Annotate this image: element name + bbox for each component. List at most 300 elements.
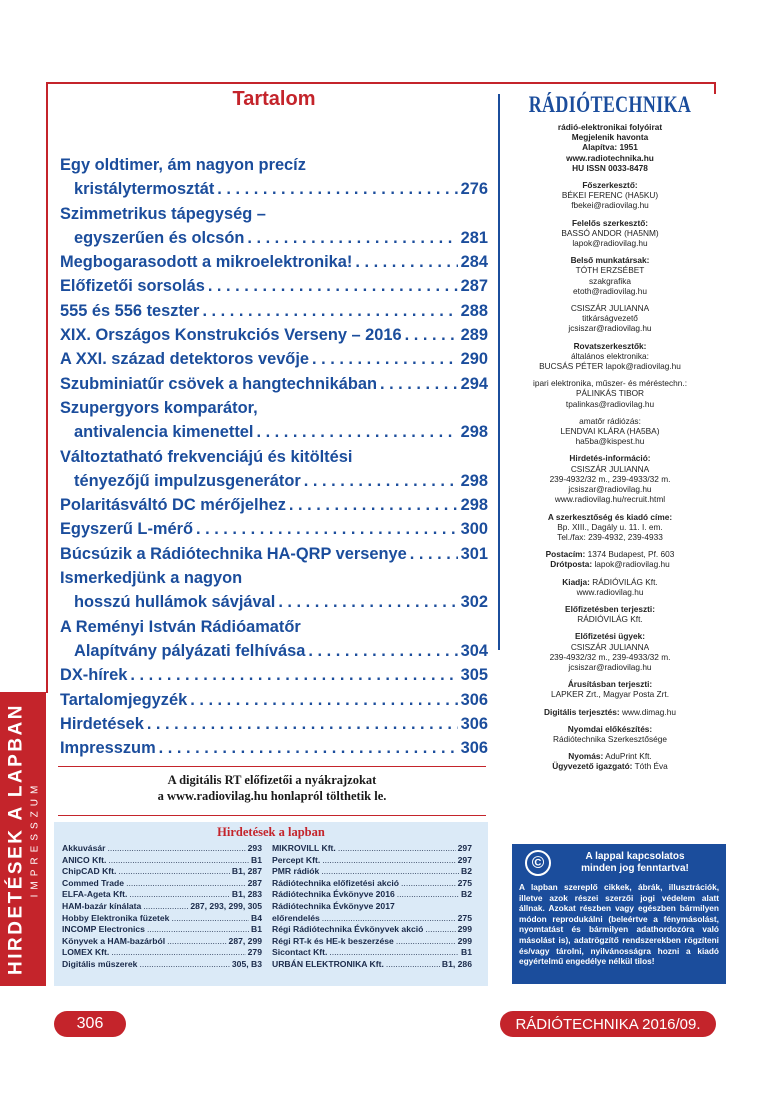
impressum-label: Drótposta: bbox=[550, 559, 593, 570]
impressum-label-row bbox=[502, 707, 718, 717]
impressum-inline-row bbox=[502, 559, 718, 569]
ad-page: B1, 283 bbox=[231, 889, 262, 900]
ad-page: 287 bbox=[247, 877, 262, 888]
ad-entry bbox=[62, 855, 262, 867]
impressum-line: Bp. XIII., Dagály u. 11. I. em. bbox=[557, 521, 663, 532]
ad-entry bbox=[272, 855, 472, 867]
impressum-label: Felelős szerkesztő: bbox=[571, 217, 649, 228]
impressum-label-row bbox=[502, 724, 718, 734]
toc-entry bbox=[60, 299, 488, 323]
ad-page: 287, 293, 299, 305 bbox=[190, 900, 262, 911]
toc-entry-page: 306 bbox=[460, 714, 488, 733]
notice-line: A digitális RT előfizetői a nyákrajzokat bbox=[167, 773, 377, 787]
toc-entry-page: 306 bbox=[460, 690, 488, 709]
impressum-label: Rovatszerkesztők: bbox=[573, 340, 647, 351]
ad-page: 279 bbox=[247, 947, 262, 958]
dot-leader bbox=[147, 712, 458, 736]
dot-leader bbox=[401, 878, 456, 890]
toc-line bbox=[60, 712, 488, 736]
copyright-title bbox=[551, 851, 719, 875]
impressum-label-row bbox=[502, 453, 718, 463]
impressum-label: Digitális terjesztés: bbox=[544, 706, 620, 717]
impressum-inline-row bbox=[502, 549, 718, 559]
ad-page: 293 bbox=[247, 843, 262, 853]
copyright-icon: © bbox=[525, 850, 551, 876]
impressum-postal bbox=[502, 549, 718, 569]
ad-name: INCOMP Electronics bbox=[62, 924, 145, 935]
toc-line bbox=[60, 590, 488, 614]
impressum-line: szakgrafika bbox=[589, 275, 631, 286]
toc-line bbox=[60, 153, 488, 177]
impressum-line: RÁDIÓVILÁG Kft. bbox=[577, 614, 643, 625]
impressum-line: fbekei@radiovilag.hu bbox=[571, 200, 649, 211]
ad-entry bbox=[62, 959, 262, 971]
impressum-line: ha5ba@kispest.hu bbox=[575, 436, 645, 447]
impressum-line: Tel./fax: 239-4932, 239-4933 bbox=[557, 531, 663, 542]
toc-entry bbox=[60, 688, 488, 712]
toc-entry-page: 276 bbox=[460, 180, 488, 199]
ad-page: B1 bbox=[251, 854, 262, 865]
impressum-line: amatőr rádiózás: bbox=[579, 415, 641, 426]
impressum-line: CSISZÁR JULIANNA bbox=[570, 303, 650, 314]
toc-entry bbox=[60, 445, 488, 494]
ad-entry bbox=[272, 843, 472, 855]
impressum-line: jcsiszar@radiovilag.hu bbox=[568, 484, 652, 495]
impressum-print bbox=[502, 751, 718, 771]
toc-entry-title: Egy oldtimer, ám nagyon precíz bbox=[60, 156, 306, 174]
magazine-issue: RÁDIÓTECHNIKA 2016/09. bbox=[500, 1011, 716, 1037]
toc-entry-title: Polaritásváltó DC mérőjelhez bbox=[60, 496, 286, 515]
sidebar-tab bbox=[0, 692, 46, 986]
toc-entry bbox=[60, 663, 488, 687]
toc-title: Tartalom bbox=[232, 88, 316, 110]
ad-entry bbox=[62, 866, 262, 878]
dot-leader bbox=[425, 924, 455, 936]
toc-line bbox=[60, 615, 488, 639]
toc-entry-page: 281 bbox=[460, 228, 488, 247]
toc-line bbox=[60, 639, 488, 663]
impressum-value: RÁDIÓVILÁG Kft. bbox=[592, 576, 658, 587]
toc-entry bbox=[60, 274, 488, 298]
impressum-label: Árusításban terjeszti: bbox=[567, 679, 653, 690]
impressum-label-row bbox=[502, 512, 718, 522]
toc-entry-title: XIX. Országos Konstrukciós Verseny – 2016 bbox=[60, 326, 402, 345]
toc-line bbox=[60, 688, 488, 712]
dot-leader bbox=[289, 493, 458, 517]
copyright-title-line: minden jog fenntartva! bbox=[581, 863, 689, 874]
notice-bottom-rule bbox=[58, 815, 486, 816]
ad-entry bbox=[62, 901, 262, 913]
dot-leader bbox=[108, 855, 249, 867]
ad-entry bbox=[62, 889, 262, 901]
dot-leader bbox=[256, 420, 457, 444]
toc-entry-title: egyszerűen és olcsón bbox=[74, 228, 245, 247]
toc-entry-page: 305 bbox=[460, 666, 488, 685]
dot-leader bbox=[147, 924, 249, 936]
toc-entry-page: 288 bbox=[460, 301, 488, 320]
impressum-inline-row bbox=[502, 761, 718, 771]
toc-entry-page: 300 bbox=[460, 520, 488, 539]
ad-page: B4 bbox=[251, 912, 262, 923]
impressum-value: Tóth Éva bbox=[634, 761, 668, 772]
ad-name: Commed Trade bbox=[62, 877, 125, 888]
impressum-label: Nyomdai előkészítés: bbox=[567, 723, 653, 734]
magazine-logo: RÁDIÓTECHNIKA bbox=[528, 92, 692, 117]
toc-entry-title: tényezőjű impulzusgenerátor bbox=[74, 471, 301, 490]
toc-entry bbox=[60, 250, 488, 274]
toc-entry-page: 287 bbox=[460, 277, 488, 296]
impressum-label: Hirdetés-információ: bbox=[569, 453, 651, 464]
impressum-block bbox=[502, 453, 718, 504]
dot-leader bbox=[329, 947, 459, 959]
dot-leader bbox=[247, 226, 457, 250]
toc-entry-page: 289 bbox=[460, 326, 488, 345]
impressum-line: általános elektronika: bbox=[571, 350, 649, 361]
notice-line: a www.radiovilag.hu honlapról tölthetik le. bbox=[157, 789, 387, 803]
ad-page: B2 bbox=[461, 889, 472, 900]
ad-name: URBÁN ELEKTRONIKA Kft. bbox=[272, 958, 384, 969]
toc-line bbox=[60, 542, 488, 566]
dot-leader bbox=[355, 250, 457, 274]
impressum-value: lapok@radiovilag.hu bbox=[594, 559, 670, 570]
impressum-line: BUCSÁS PÉTER lapok@radiovilag.hu bbox=[539, 361, 681, 372]
impressum-label-row bbox=[502, 218, 718, 228]
impressum-line: CSISZÁR JULIANNA bbox=[570, 463, 650, 474]
ad-entry bbox=[272, 913, 472, 925]
toc-entry-title: Szupergyors komparátor, bbox=[60, 398, 258, 417]
toc-entry-title: Impresszum bbox=[60, 739, 156, 758]
ad-entry bbox=[62, 878, 262, 890]
ad-page: 299 bbox=[457, 924, 472, 935]
impressum-label: Belső munkatársak: bbox=[570, 255, 650, 266]
impressum-line: CSISZÁR JULIANNA bbox=[570, 641, 650, 652]
ad-entry bbox=[62, 924, 262, 936]
ad-name: Rádiótechnika Évkönyve 2017 bbox=[272, 900, 395, 911]
ad-name: PMR rádiók bbox=[272, 866, 320, 877]
toc-entry bbox=[60, 153, 488, 202]
toc-line bbox=[60, 663, 488, 687]
ads-column-right bbox=[272, 843, 482, 971]
impressum-line: LENDVAI KLÁRA (HA5BA) bbox=[560, 426, 660, 437]
toc-line bbox=[60, 250, 488, 274]
toc-entry-page: 304 bbox=[460, 641, 488, 660]
impressum-label: Előfizetésben terjeszti: bbox=[565, 603, 655, 614]
dot-leader bbox=[159, 736, 458, 760]
toc-entry-page: 298 bbox=[460, 471, 488, 490]
ad-name: Régi Rádiótechnika Évkönyvek akció bbox=[272, 924, 424, 935]
dot-leader bbox=[380, 372, 458, 396]
impressum-value: www.dimag.hu bbox=[621, 706, 676, 717]
toc-entry bbox=[60, 542, 488, 566]
ad-name: Könyvek a HAM-bazárból bbox=[62, 935, 166, 946]
impressum-label: A szerkesztőség és kiadó címe: bbox=[547, 511, 673, 522]
ad-page: 297 bbox=[457, 843, 472, 853]
ad-name: HAM-bazár kínálata bbox=[62, 900, 142, 911]
dot-leader bbox=[312, 347, 458, 371]
dot-leader bbox=[171, 913, 249, 925]
dot-leader bbox=[278, 590, 457, 614]
impressum-line: www.radiovilag.hu bbox=[576, 586, 644, 597]
impressum-head-line: Megjelenik havonta bbox=[571, 132, 649, 143]
impressum-value: 1374 Budapest, Pf. 603 bbox=[587, 549, 675, 560]
ad-entry bbox=[272, 947, 472, 959]
ad-entry bbox=[272, 959, 472, 971]
impressum-line: PÁLINKÁS TIBOR bbox=[575, 388, 645, 399]
impressum-line: TÓTH ERZSÉBET bbox=[575, 265, 645, 276]
ad-page: 305, B3 bbox=[231, 958, 262, 969]
impressum-line: jcsiszar@radiovilag.hu bbox=[568, 661, 652, 672]
ad-page: B1 bbox=[461, 947, 472, 958]
impressum-head-line: rádió-elektronikai folyóirat bbox=[557, 122, 663, 132]
impressum-block bbox=[502, 218, 718, 249]
toc-entry-title: Búcsúzik a Rádiótechnika HA-QRP versenye bbox=[60, 544, 407, 563]
impressum-block bbox=[502, 341, 718, 372]
ad-name: Sicontact Kft. bbox=[272, 947, 328, 958]
ad-entry bbox=[272, 901, 472, 913]
toc-entry-title: Ismerkedjünk a nagyon bbox=[60, 569, 243, 588]
ad-name: ANICO Kft. bbox=[62, 854, 107, 865]
download-notice bbox=[58, 772, 486, 804]
dot-leader bbox=[196, 517, 458, 541]
toc-entry bbox=[60, 396, 488, 445]
impressum-block bbox=[502, 679, 718, 699]
dot-leader bbox=[139, 959, 229, 971]
impressum-head bbox=[502, 122, 718, 173]
copyright-box bbox=[512, 844, 726, 984]
dot-leader bbox=[107, 843, 245, 855]
impressum-block bbox=[502, 416, 718, 447]
impressum-block bbox=[502, 631, 718, 672]
toc-line bbox=[60, 274, 488, 298]
ad-name: Akkuvásár bbox=[62, 843, 106, 853]
impressum-block bbox=[502, 724, 718, 744]
toc-entry-title: hosszú hullámok sávjával bbox=[74, 593, 276, 612]
ad-page: 275 bbox=[457, 912, 472, 923]
dot-leader bbox=[308, 639, 457, 663]
impressum-block bbox=[502, 303, 718, 334]
impressum-line: www.radiovilag.hu/recruit.html bbox=[554, 494, 666, 505]
toc-entry-page: 290 bbox=[460, 350, 488, 369]
ad-page: B1, 286 bbox=[441, 958, 472, 969]
toc-entry-title: kristálytermosztát bbox=[74, 180, 215, 199]
toc-line bbox=[60, 226, 488, 250]
dot-leader bbox=[130, 663, 457, 687]
impressum-label-row bbox=[502, 604, 718, 614]
impressum-line: LAPKER Zrt., Magyar Posta Zrt. bbox=[550, 689, 670, 700]
impressum-line: 239-4932/32 m., 239-4933/32 m. bbox=[549, 651, 671, 662]
ads-index bbox=[54, 822, 488, 986]
impressum-block bbox=[502, 378, 718, 409]
ads-title: Hirdetések a lapban bbox=[217, 825, 325, 839]
ad-entry bbox=[272, 866, 472, 878]
impressum-line: titkárságvezető bbox=[582, 313, 638, 324]
ad-entry bbox=[62, 843, 262, 855]
dot-leader bbox=[143, 901, 188, 913]
notice-top-rule bbox=[58, 766, 486, 767]
ad-entry bbox=[62, 936, 262, 948]
toc-entry-title: 555 és 556 teszter bbox=[60, 301, 200, 320]
impressum-label: Főszerkesztő: bbox=[582, 180, 638, 191]
impressum-staff bbox=[502, 180, 718, 542]
toc-entry-title: Előfizetői sorsolás bbox=[60, 277, 205, 296]
impressum-line: BÉKEI FERENC (HA5KU) bbox=[561, 190, 659, 201]
sidebar-sub-label: IMPRESSZUM bbox=[29, 780, 41, 898]
toc-entry-title: Hirdetések bbox=[60, 714, 144, 733]
dot-leader bbox=[190, 688, 457, 712]
ad-page: 299 bbox=[457, 935, 472, 946]
impressum-block bbox=[502, 604, 718, 624]
toc-entry-title: A XXI. század detektoros vevője bbox=[60, 350, 309, 369]
toc-entry bbox=[60, 372, 488, 396]
dot-leader bbox=[405, 323, 458, 347]
toc-entry-title: Szimmetrikus tápegység – bbox=[60, 204, 266, 223]
impressum-label-row bbox=[502, 180, 718, 190]
toc-line bbox=[60, 323, 488, 347]
dot-leader bbox=[397, 889, 459, 901]
toc-entry bbox=[60, 712, 488, 736]
dot-leader bbox=[410, 542, 458, 566]
ad-entry bbox=[272, 878, 472, 890]
toc-entry-title: Tartalomjegyzék bbox=[60, 690, 188, 709]
impressum-block bbox=[502, 577, 718, 597]
ad-page: 275 bbox=[457, 877, 472, 888]
impressum-label: Kiadja: bbox=[562, 576, 590, 587]
ad-name: Percept Kft. bbox=[272, 854, 321, 865]
dot-leader bbox=[202, 299, 457, 323]
ad-name: Hobby Elektronika füzetek bbox=[62, 912, 170, 923]
ads-column-left bbox=[62, 843, 272, 971]
sidebar-text bbox=[6, 703, 41, 975]
toc-line bbox=[60, 299, 488, 323]
impressum-label: Előfizetési ügyek: bbox=[574, 631, 646, 642]
copyright-title-line: A lappal kapcsolatos bbox=[585, 851, 685, 862]
toc-entry bbox=[60, 517, 488, 541]
toc-entry-title: Egyszerű L-mérő bbox=[60, 520, 193, 539]
impressum-block bbox=[502, 707, 718, 717]
dot-leader bbox=[118, 866, 229, 878]
toc-entry bbox=[60, 493, 488, 517]
impressum-line: lapok@radiovilag.hu bbox=[572, 238, 648, 249]
toc-line bbox=[60, 736, 488, 760]
impressum-label-row bbox=[502, 577, 718, 587]
toc-entry-page: 298 bbox=[460, 496, 488, 515]
impressum-block bbox=[502, 255, 718, 296]
ad-entry bbox=[62, 913, 262, 925]
ad-entry bbox=[272, 924, 472, 936]
ad-page: 297 bbox=[457, 854, 472, 865]
impressum-label-row bbox=[502, 341, 718, 351]
toc-line bbox=[60, 202, 488, 226]
toc-line bbox=[60, 347, 488, 371]
impressum-head-line: www.radiotechnika.hu bbox=[566, 152, 654, 163]
ad-entry bbox=[272, 936, 472, 948]
page-number: 306 bbox=[54, 1011, 126, 1037]
frame-left-rule bbox=[46, 82, 48, 693]
toc-entry-page: 284 bbox=[460, 253, 488, 272]
dot-leader bbox=[111, 947, 245, 959]
ad-name: Rádiótechnika Évkönyve 2016 bbox=[272, 889, 395, 900]
toc-entry-title: Alapítvány pályázati felhívása bbox=[74, 641, 306, 660]
impressum-inline-row bbox=[502, 751, 718, 761]
impressum-label: Nyomás: bbox=[568, 751, 604, 762]
toc-entry bbox=[60, 202, 488, 251]
impressum-line: etoth@radiovilag.hu bbox=[573, 285, 647, 296]
impressum-head-line: Alapítva: 1951 bbox=[582, 142, 638, 153]
toc-entry-page: 294 bbox=[460, 374, 488, 393]
toc-line bbox=[60, 372, 488, 396]
dot-leader bbox=[322, 855, 455, 867]
ad-name: előrendelés bbox=[272, 912, 320, 923]
toc-entry-title: Megbogarasodott a mikroelektronika! bbox=[60, 253, 353, 272]
ad-name: ELFA-Ageta Kft. bbox=[62, 889, 128, 900]
toc-entry bbox=[60, 615, 488, 664]
toc-entry-title: DX-hírek bbox=[60, 666, 128, 685]
ad-page: B1 bbox=[251, 924, 262, 935]
ad-name: LOMEX Kft. bbox=[62, 947, 110, 958]
toc-line bbox=[60, 517, 488, 541]
dot-leader bbox=[321, 866, 459, 878]
toc-list bbox=[60, 153, 488, 760]
sidebar-main-label: HIRDETÉSEK A LAPBAN bbox=[5, 703, 27, 975]
dot-leader bbox=[129, 889, 229, 901]
impressum-head-line: HU ISSN 0033-8478 bbox=[572, 162, 648, 173]
toc-entry-title: A Reményi István Rádióamatőr bbox=[60, 617, 301, 636]
impressum-line: tpalinkas@radiovilag.hu bbox=[565, 398, 655, 409]
ad-entry bbox=[62, 947, 262, 959]
toc-entry-page: 302 bbox=[460, 593, 488, 612]
impressum-line: ipari elektronika, műszer- és méréstechn.: bbox=[532, 378, 687, 389]
ad-page: B1, 287 bbox=[231, 866, 262, 877]
toc-line bbox=[60, 420, 488, 444]
impressum-line: Rádiótechnika Szerkesztősége bbox=[553, 733, 667, 744]
impressum-label-row bbox=[502, 631, 718, 641]
impressum-line: 239-4932/32 m., 239-4933/32 m. bbox=[549, 473, 671, 484]
toc-entry-page: 306 bbox=[460, 739, 488, 758]
impressum-label: Postacím: bbox=[545, 549, 586, 560]
dot-leader bbox=[386, 959, 440, 971]
dot-leader bbox=[304, 469, 458, 493]
dot-leader bbox=[167, 936, 226, 948]
toc-line bbox=[60, 396, 488, 420]
toc-entry-page: 301 bbox=[460, 544, 488, 563]
toc-line bbox=[60, 469, 488, 493]
toc-entry-title: Szubminiatűr csövek a hangtechnikában bbox=[60, 374, 377, 393]
toc-entry bbox=[60, 323, 488, 347]
impressum-label-row bbox=[502, 255, 718, 265]
impressum-label-row bbox=[502, 679, 718, 689]
ad-name: Régi RT-k és HE-k beszerzése bbox=[272, 935, 394, 946]
frame-top-rule bbox=[46, 82, 716, 84]
column-divider bbox=[498, 94, 500, 650]
impressum bbox=[502, 92, 718, 772]
impressum-line: BASSÓ ANDOR (HA5NM) bbox=[561, 227, 659, 238]
impressum-block bbox=[502, 180, 718, 211]
impressum-block bbox=[502, 512, 718, 543]
impressum-publisher bbox=[502, 577, 718, 745]
toc-line bbox=[60, 445, 488, 469]
ad-name: Digitális műszerek bbox=[62, 958, 138, 969]
toc-entry-title: antivalencia kimenettel bbox=[74, 423, 254, 442]
toc-entry-title: Változtatható frekvenciájú és kitöltési bbox=[60, 447, 353, 466]
ad-page: B2 bbox=[461, 866, 472, 877]
ad-name: Rádiótechnika előfizetési akció bbox=[272, 877, 400, 888]
ad-page: 287, 299 bbox=[228, 935, 262, 946]
copyright-body: A lapban szereplő cikkek, ábrák, illusztrációk, illetve azok részei szerzői jogi védelem alatt állnak. Azokat részben vagy egészben bármilyen módon reprodukálni (beleértve a fénymásolást, nyomtatást és bármilyen adathordozóra való másolást is), adatrögzítő rendszerekben rögzíteni és/vagy tárolni, nyilvánosságra hozni a kiadó egyértelmű engedélye nélkül tilos! bbox=[519, 882, 719, 967]
impressum-value: AduPrint Kft. bbox=[605, 751, 652, 762]
ad-name: ChipCAD Kft. bbox=[62, 866, 117, 877]
dot-leader bbox=[396, 936, 456, 948]
ad-entry bbox=[272, 889, 472, 901]
